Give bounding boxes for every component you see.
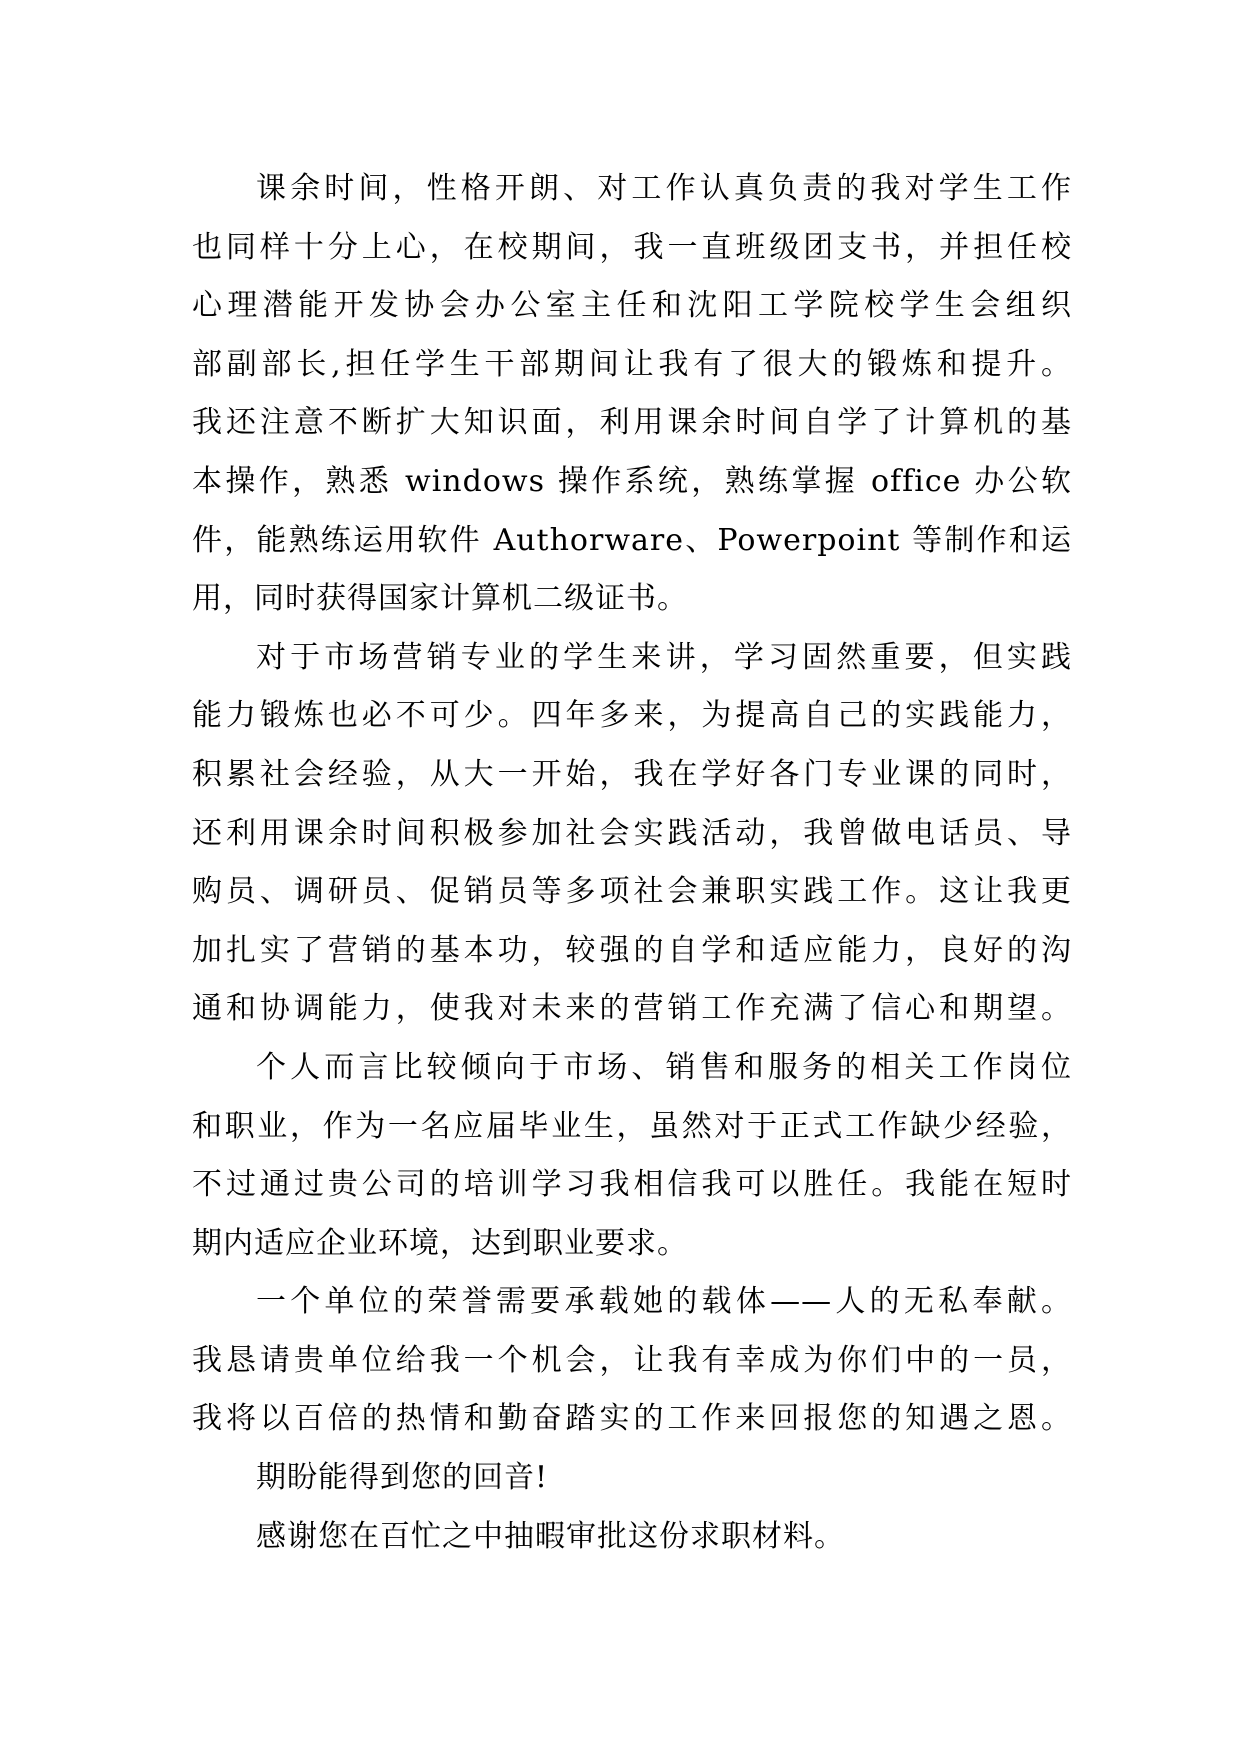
paragraph-request: [192, 1273, 1072, 1449]
text-line: 也同样十分上心，在校期间，我一直班级团支书，并担任校: [192, 229, 1072, 265]
text-line: 还利用课余时间积极参加社会实践活动，我曾做电话员、导: [192, 815, 1072, 851]
text-line: 课余时间，性格开朗、对工作认真负责的我对学生工作: [256, 171, 1072, 206]
text-line: 加扎实了营销的基本功，较强的自学和适应能力，良好的沟: [192, 932, 1072, 968]
text-line: 感谢您在百忙之中抽暇审批这份求职材料。: [256, 1518, 845, 1554]
text-line: 和职业，作为一名应届毕业生，虽然对于正式工作缺少经验，: [192, 1108, 1072, 1144]
text-line: 不过通过贵公司的培训学习我相信我可以胜任。我能在短时: [192, 1167, 1072, 1203]
text-line: 期盼能得到您的回音!: [256, 1460, 549, 1496]
paragraph-career: [192, 1039, 1072, 1273]
paragraph-student-work: [192, 160, 1072, 629]
letter-body: [192, 160, 1072, 1566]
text-line: 我还注意不断扩大知识面，利用课余时间自学了计算机的基: [192, 405, 1072, 441]
text-line: 个人而言比较倾向于市场、销售和服务的相关工作岗位: [256, 1049, 1072, 1085]
text-line: 件，能熟练运用软件 Authorware、Powerpoint 等制作和运: [192, 522, 1072, 558]
text-line: 用，同时获得国家计算机二级证书。: [192, 581, 688, 617]
text-line: 对于市场营销专业的学生来讲，学习固然重要，但实践: [256, 639, 1072, 675]
text-line: 一个单位的荣誉需要承载她的载体——人的无私奉献。: [256, 1284, 1072, 1320]
text-line: 心理潜能开发协会办公室主任和沈阳工学院校学生会组织: [192, 288, 1072, 324]
text-line: 我恳请贵单位给我一个机会，让我有幸成为你们中的一员，: [192, 1342, 1072, 1378]
paragraph-closing: [192, 1449, 1072, 1508]
text-line: 积累社会经验，从大一开始，我在学好各门专业课的同时，: [192, 756, 1072, 792]
text-line: 我将以百倍的热情和勤奋踏实的工作来回报您的知遇之恩。: [192, 1401, 1072, 1437]
paragraph-practice: [192, 629, 1072, 1039]
text-line: 通和协调能力，使我对未来的营销工作充满了信心和期望。: [192, 991, 1072, 1027]
text-line: 期内适应企业环境，达到职业要求。: [192, 1225, 688, 1261]
text-line: 能力锻炼也必不可少。四年多来，为提高自己的实践能力，: [192, 698, 1072, 734]
paragraph-thanks: [192, 1508, 1072, 1567]
text-line: 部副部长,担任学生干部期间让我有了很大的锻炼和提升。: [192, 346, 1072, 382]
text-line: 本操作，熟悉 windows 操作系统，熟练掌握 office 办公软: [192, 463, 1072, 499]
text-line: 购员、调研员、促销员等多项社会兼职实践工作。这让我更: [192, 874, 1072, 910]
